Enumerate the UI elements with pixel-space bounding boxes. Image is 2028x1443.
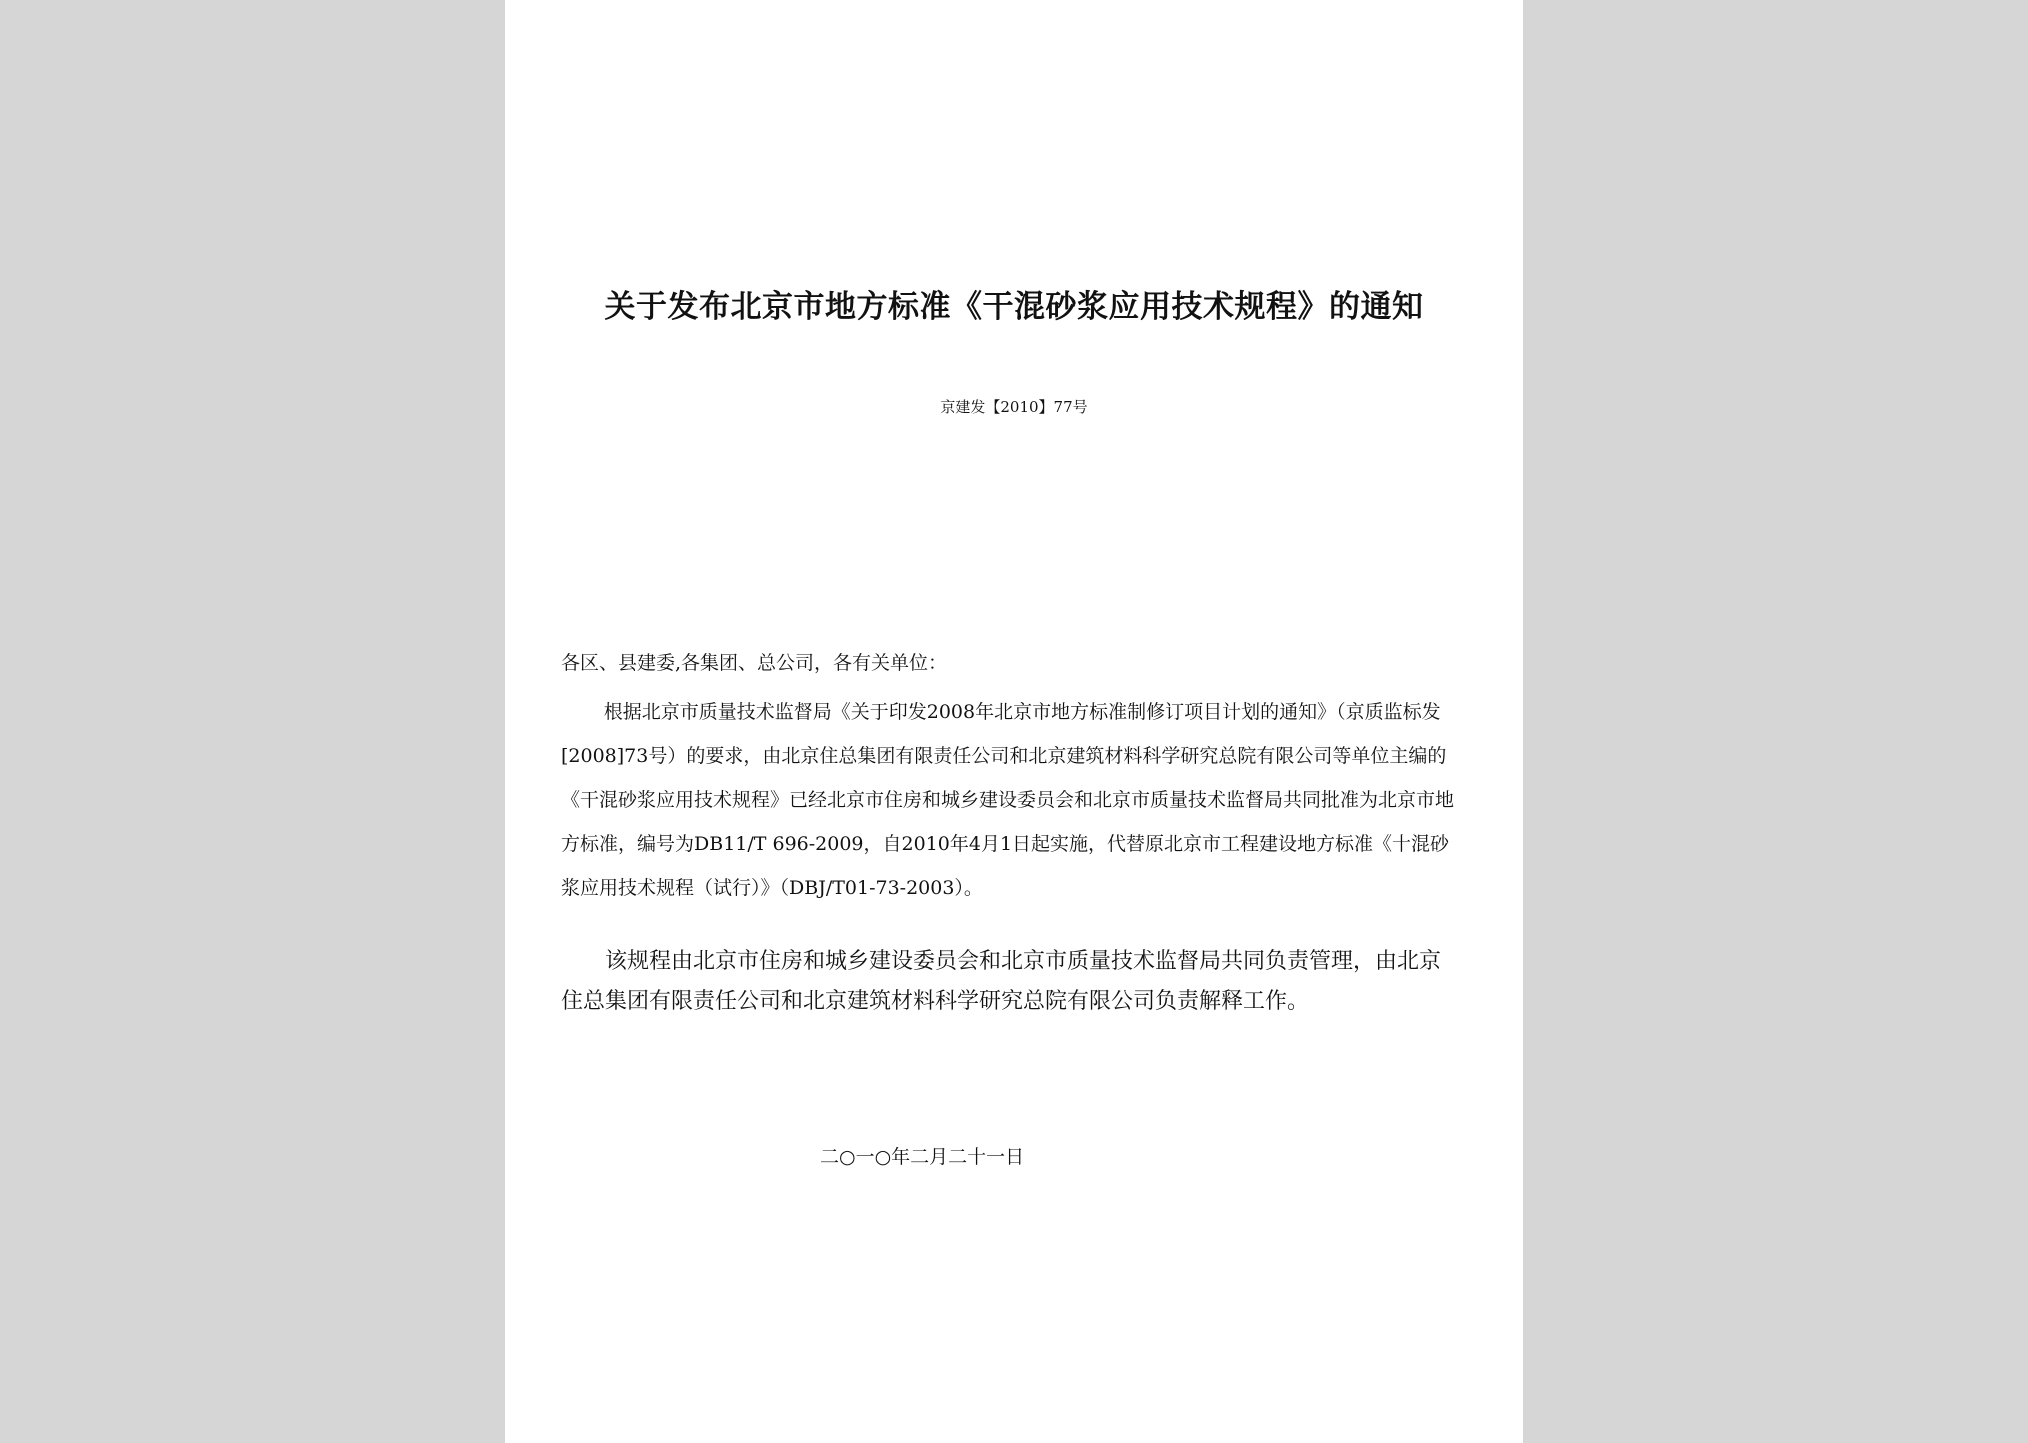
document-number: 京建发【2010】77号 xyxy=(940,398,1088,416)
document-title: 关于发布北京市地方标准《干混砂浆应用技术规程》的通知 xyxy=(604,289,1424,325)
body-paragraph-2: 该规程由北京市住房和城乡建设委员会和北京市质量技术监督局共同负责管理，由北京住总集团有限责任公司和北京建筑材料科学研究总院有限公司负责解释工作。 xyxy=(561,949,1442,1014)
salutation: 各区、县建委,各集团、总公司，各有关单位： xyxy=(561,652,948,674)
document-page xyxy=(505,0,1523,1443)
body-paragraph-1: 根据北京市质量技术监督局《关于印发2008年北京市地方标准制修订项目计划的通知》（京质监标发[2008]73号）的要求，由北京住总集团有限责任公司和北京建筑材料科学研究总院有限公司等单位主编的《干混砂浆应用技术规程》已经北京市住房和城乡建设委员会和北京市质量技术监督局共同批准为北京市地方标准，编号为DB11/T 696-2009，自2010年4月1日起实施，代替原北京市工程建设地方标准《十混砂浆应用技术规程（试行）》（DBJ/T01-73-2003）。 xyxy=(561,701,1455,899)
issue-date: 二○一○年二月二十一日 xyxy=(820,1146,1025,1168)
